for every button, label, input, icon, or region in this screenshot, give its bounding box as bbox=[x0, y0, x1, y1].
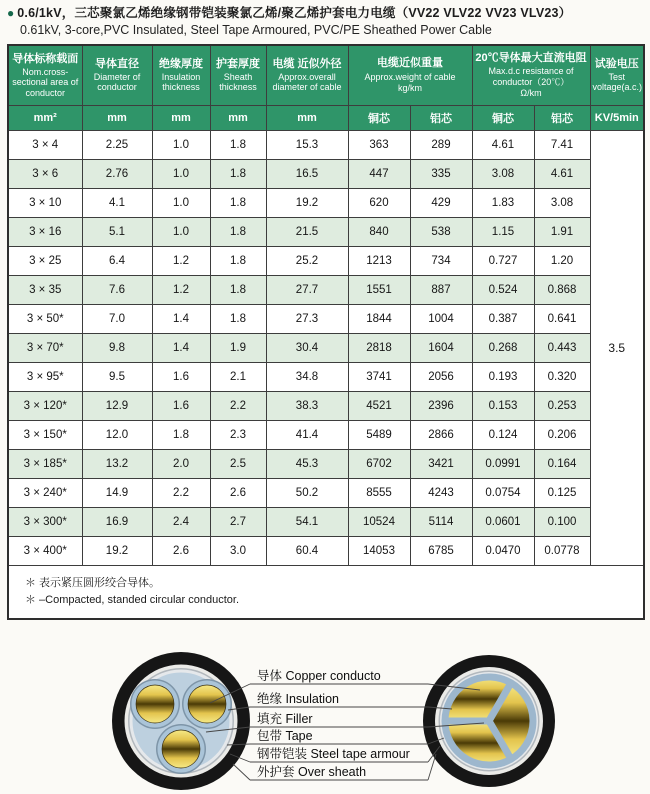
table-cell: 19.2 bbox=[82, 536, 152, 565]
diagram-label-sheath: 外护套 Over sheath bbox=[257, 765, 367, 779]
table-row bbox=[8, 159, 644, 188]
table-cell: 1.2 bbox=[152, 246, 210, 275]
table-cell: 54.1 bbox=[266, 507, 348, 536]
left-cable-cross-section bbox=[112, 652, 250, 790]
table-cell: 0.0601 bbox=[472, 507, 534, 536]
table-cell: 2818 bbox=[348, 333, 410, 362]
col-header: 导体标称载面 Nom.cross- sectional area of conductor bbox=[8, 45, 82, 106]
table-cell: 2.1 bbox=[210, 362, 266, 391]
table-cell: 12.9 bbox=[82, 391, 152, 420]
table-cell: 3.08 bbox=[534, 188, 590, 217]
table-cell: 3 × 240* bbox=[8, 478, 82, 507]
table-cell: 3 × 150* bbox=[8, 420, 82, 449]
table-cell: 1604 bbox=[410, 333, 472, 362]
unit-cell: 铜芯 bbox=[472, 105, 534, 130]
col-header: 试验电压 Test voltage(a.c.) bbox=[590, 45, 644, 106]
page-title-en: 0.61kV, 3-core,PVC Insulated, Steel Tape Armoured, PVC/PE Sheathed Power Cable bbox=[20, 22, 492, 37]
table-cell: 3 × 50* bbox=[8, 304, 82, 333]
table-cell: 3 × 25 bbox=[8, 246, 82, 275]
table-cell: 289 bbox=[410, 130, 472, 159]
table-cell: 14053 bbox=[348, 536, 410, 565]
unit-cell: mm bbox=[152, 105, 210, 130]
table-cell: 13.2 bbox=[82, 449, 152, 478]
table-cell: 1.9 bbox=[210, 333, 266, 362]
table-cell: 2.6 bbox=[210, 478, 266, 507]
table-cell: 4.61 bbox=[472, 130, 534, 159]
table-cell: 2056 bbox=[410, 362, 472, 391]
table-cell: 16.9 bbox=[82, 507, 152, 536]
table-cell: 14.9 bbox=[82, 478, 152, 507]
table-cell: 34.8 bbox=[266, 362, 348, 391]
table-cell: 5489 bbox=[348, 420, 410, 449]
table-cell: 4.1 bbox=[82, 188, 152, 217]
col-header: 电缆 近似外径 Approx.overall diameter of cable bbox=[266, 45, 348, 106]
table-cell: 2866 bbox=[410, 420, 472, 449]
table-cell: 1.0 bbox=[152, 159, 210, 188]
table-row bbox=[8, 478, 644, 507]
table-row bbox=[8, 130, 644, 159]
table-cell: 50.2 bbox=[266, 478, 348, 507]
table-cell: 0.727 bbox=[472, 246, 534, 275]
table-row bbox=[8, 304, 644, 333]
table-cell: 538 bbox=[410, 217, 472, 246]
table-cell: 3741 bbox=[348, 362, 410, 391]
table-cell: 45.3 bbox=[266, 449, 348, 478]
table-cell: 0.125 bbox=[534, 478, 590, 507]
table-cell: 6.4 bbox=[82, 246, 152, 275]
unit-cell: mm² bbox=[8, 105, 82, 130]
table-cell: 1.0 bbox=[152, 217, 210, 246]
table-cell: 21.5 bbox=[266, 217, 348, 246]
table-cell: 1.15 bbox=[472, 217, 534, 246]
table-row bbox=[8, 420, 644, 449]
table-cell: 0.100 bbox=[534, 507, 590, 536]
title-block bbox=[0, 0, 650, 38]
table-cell: 3 × 300* bbox=[8, 507, 82, 536]
table-cell: 6785 bbox=[410, 536, 472, 565]
table-cell: 3 × 6 bbox=[8, 159, 82, 188]
table-cell: 2.2 bbox=[152, 478, 210, 507]
table-cell: 1551 bbox=[348, 275, 410, 304]
table-row bbox=[8, 333, 644, 362]
table-cell: 0.124 bbox=[472, 420, 534, 449]
table-cell: 0.0754 bbox=[472, 478, 534, 507]
table-cell: 0.193 bbox=[472, 362, 534, 391]
table-cell: 1.2 bbox=[152, 275, 210, 304]
unit-cell: 铝芯 bbox=[410, 105, 472, 130]
table-cell: 0.0991 bbox=[472, 449, 534, 478]
table-cell: 1.8 bbox=[210, 275, 266, 304]
table-row bbox=[8, 275, 644, 304]
diagram-label-insulation: 绝缘 Insulation bbox=[257, 692, 339, 706]
table-cell: 3421 bbox=[410, 449, 472, 478]
table-cell: 4243 bbox=[410, 478, 472, 507]
table-cell: 19.2 bbox=[266, 188, 348, 217]
table-cell: 0.387 bbox=[472, 304, 534, 333]
table-cell: 1844 bbox=[348, 304, 410, 333]
unit-cell: 铜芯 bbox=[348, 105, 410, 130]
col-header: 导体直径 Diameter of conductor bbox=[82, 45, 152, 106]
table-cell: 0.153 bbox=[472, 391, 534, 420]
table-row bbox=[8, 246, 644, 275]
table-cell: 1004 bbox=[410, 304, 472, 333]
table-cell: 840 bbox=[348, 217, 410, 246]
table-cell: 0.206 bbox=[534, 420, 590, 449]
unit-cell: mm bbox=[266, 105, 348, 130]
table-cell: 27.3 bbox=[266, 304, 348, 333]
table-cell: 3 × 120* bbox=[8, 391, 82, 420]
diagram-label-conductor: 导体 Copper conducto bbox=[257, 669, 381, 683]
table-cell: 2.3 bbox=[210, 420, 266, 449]
table-cell: 620 bbox=[348, 188, 410, 217]
table-cell: 1213 bbox=[348, 246, 410, 275]
table-cell: 429 bbox=[410, 188, 472, 217]
unit-cell: 铝芯 bbox=[534, 105, 590, 130]
diagram-label-tape: 包带 Tape bbox=[257, 729, 313, 743]
table-row bbox=[8, 507, 644, 536]
table-cell: 3 × 95* bbox=[8, 362, 82, 391]
table-cell: 38.3 bbox=[266, 391, 348, 420]
col-header: 电缆近似重量 Approx.weight of cable kg/km bbox=[348, 45, 472, 106]
table-row bbox=[8, 362, 644, 391]
table-cell: 2.2 bbox=[210, 391, 266, 420]
table-row bbox=[8, 188, 644, 217]
table-cell: 2.25 bbox=[82, 130, 152, 159]
table-cell: 1.6 bbox=[152, 391, 210, 420]
unit-cell: KV/5min bbox=[590, 105, 644, 130]
cable-cross-section-diagram bbox=[0, 630, 650, 794]
table-cell: 335 bbox=[410, 159, 472, 188]
table-cell: 1.0 bbox=[152, 130, 210, 159]
table-cell: 1.4 bbox=[152, 304, 210, 333]
table-cell: 1.83 bbox=[472, 188, 534, 217]
table-cell: 1.8 bbox=[210, 304, 266, 333]
table-row bbox=[8, 391, 644, 420]
table-cell: 16.5 bbox=[266, 159, 348, 188]
table-cell: 5114 bbox=[410, 507, 472, 536]
table-cell: 447 bbox=[348, 159, 410, 188]
table-cell: 7.41 bbox=[534, 130, 590, 159]
table-cell: 4521 bbox=[348, 391, 410, 420]
table-cell: 12.0 bbox=[82, 420, 152, 449]
notes-cell bbox=[8, 565, 644, 619]
table-cell: 1.4 bbox=[152, 333, 210, 362]
table-cell: 27.7 bbox=[266, 275, 348, 304]
table-cell: 1.8 bbox=[210, 246, 266, 275]
table-cell: 6702 bbox=[348, 449, 410, 478]
table-cell: 4.61 bbox=[534, 159, 590, 188]
cable-spec-table bbox=[7, 44, 645, 620]
col-header: 护套厚度 Sheath thickness bbox=[210, 45, 266, 106]
table-cell: 1.20 bbox=[534, 246, 590, 275]
table-cell: 0.0778 bbox=[534, 536, 590, 565]
table-cell: 2.4 bbox=[152, 507, 210, 536]
table-cell: 5.1 bbox=[82, 217, 152, 246]
table-cell: 2396 bbox=[410, 391, 472, 420]
table-cell: 8555 bbox=[348, 478, 410, 507]
table-cell: 3 × 4 bbox=[8, 130, 82, 159]
table-cell: 1.0 bbox=[152, 188, 210, 217]
table-row bbox=[8, 536, 644, 565]
table-row bbox=[8, 449, 644, 478]
table-cell: 41.4 bbox=[266, 420, 348, 449]
right-cable-cross-section bbox=[423, 655, 555, 787]
table-cell: 2.5 bbox=[210, 449, 266, 478]
table-cell: 25.2 bbox=[266, 246, 348, 275]
footnote: ＊ 表示紧压圆形绞合导体。 bbox=[25, 576, 161, 589]
table-cell: 7.6 bbox=[82, 275, 152, 304]
table-cell: 3.0 bbox=[210, 536, 266, 565]
diagram-label-filler: 填充 Filler bbox=[257, 712, 313, 726]
page-title-cn: 0.6/1kV，三芯聚氯乙烯绝缘钢带铠装聚氯乙烯/聚乙烯护套电力电缆（VV22 VLV22 VV23 VLV23） bbox=[17, 6, 572, 20]
table-cell: 15.3 bbox=[266, 130, 348, 159]
table-cell: 0.320 bbox=[534, 362, 590, 391]
table-cell: 1.8 bbox=[210, 159, 266, 188]
col-header: 绝缘厚度 Insulation thickness bbox=[152, 45, 210, 106]
table-cell: 0.164 bbox=[534, 449, 590, 478]
table-cell: 10524 bbox=[348, 507, 410, 536]
table-cell: 3 × 400* bbox=[8, 536, 82, 565]
table-cell: 1.8 bbox=[210, 217, 266, 246]
table-cell: 2.0 bbox=[152, 449, 210, 478]
table-cell: 3 × 16 bbox=[8, 217, 82, 246]
header-unit-row bbox=[8, 105, 644, 130]
test-voltage-cell: 3.5 bbox=[590, 130, 644, 565]
table-cell: 734 bbox=[410, 246, 472, 275]
footnote: ＊ –Compacted, standed circular conductor. bbox=[25, 593, 240, 606]
col-header: 20℃导体最大直流电阻 Max.d.c resistance of conductor（20℃） Ω/km bbox=[472, 45, 590, 106]
table-cell: 2.7 bbox=[210, 507, 266, 536]
table-cell: 2.76 bbox=[82, 159, 152, 188]
table-cell: 3 × 35 bbox=[8, 275, 82, 304]
table-cell: 3 × 185* bbox=[8, 449, 82, 478]
table-cell: 7.0 bbox=[82, 304, 152, 333]
table-cell: 0.0470 bbox=[472, 536, 534, 565]
bullet-icon: ● bbox=[7, 6, 15, 20]
table-cell: 0.253 bbox=[534, 391, 590, 420]
notes-row bbox=[8, 565, 644, 619]
unit-cell: mm bbox=[82, 105, 152, 130]
table-cell: 30.4 bbox=[266, 333, 348, 362]
table-cell: 1.91 bbox=[534, 217, 590, 246]
table-cell: 1.8 bbox=[210, 188, 266, 217]
table-cell: 0.443 bbox=[534, 333, 590, 362]
table-cell: 3 × 10 bbox=[8, 188, 82, 217]
table-cell: 363 bbox=[348, 130, 410, 159]
table-cell: 9.8 bbox=[82, 333, 152, 362]
table-cell: 3 × 70* bbox=[8, 333, 82, 362]
table-row bbox=[8, 217, 644, 246]
table-cell: 0.641 bbox=[534, 304, 590, 333]
table-cell: 60.4 bbox=[266, 536, 348, 565]
table-cell: 0.268 bbox=[472, 333, 534, 362]
table-cell: 0.868 bbox=[534, 275, 590, 304]
table-cell: 2.6 bbox=[152, 536, 210, 565]
table-cell: 1.6 bbox=[152, 362, 210, 391]
table-cell: 1.8 bbox=[210, 130, 266, 159]
table-cell: 3.08 bbox=[472, 159, 534, 188]
table-cell: 887 bbox=[410, 275, 472, 304]
unit-cell: mm bbox=[210, 105, 266, 130]
table-cell: 1.8 bbox=[152, 420, 210, 449]
diagram-label-armour: 钢带铠装 Steel tape armour bbox=[257, 747, 410, 761]
table-cell: 0.524 bbox=[472, 275, 534, 304]
table-cell: 9.5 bbox=[82, 362, 152, 391]
header-label-row bbox=[8, 45, 644, 106]
